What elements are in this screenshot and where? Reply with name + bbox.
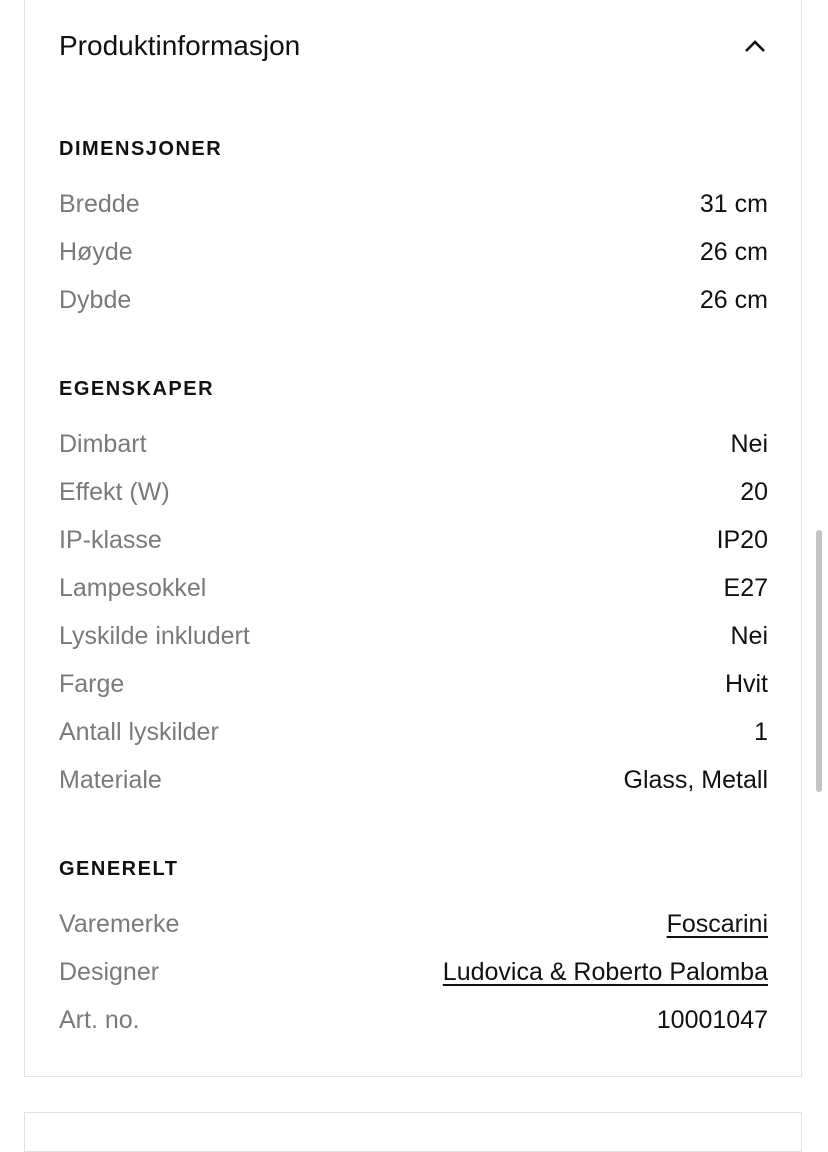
spec-row	[59, 516, 768, 564]
spec-label: Designer	[59, 958, 160, 986]
spec-value: Nei	[730, 622, 768, 650]
spec-label: Lyskilde inkludert	[59, 622, 250, 650]
spec-value: 31 cm	[699, 190, 768, 218]
spec-value: 10001047	[656, 1006, 768, 1034]
spec-value	[667, 900, 768, 948]
spec-row	[59, 756, 768, 804]
spec-label: Materiale	[59, 766, 162, 794]
spec-row	[59, 900, 768, 948]
spec-label: Høyde	[59, 238, 133, 266]
spec-row	[59, 228, 768, 276]
spec-row	[59, 468, 768, 516]
spec-label: Farge	[59, 670, 125, 698]
spec-value: 26 cm	[699, 286, 768, 314]
spec-row	[59, 564, 768, 612]
spec-row	[59, 276, 768, 324]
spec-label: Antall lyskilder	[59, 718, 219, 746]
spec-label: Dimbart	[59, 430, 147, 458]
spec-label: Effekt (W)	[59, 478, 170, 506]
spec-label: Lampesokkel	[59, 574, 207, 602]
spec-value: Glass, Metall	[623, 766, 768, 794]
spec-value: E27	[723, 574, 768, 602]
spec-label: Dybde	[59, 286, 132, 314]
spec-label: Art. no.	[59, 1006, 140, 1034]
spec-row	[59, 708, 768, 756]
value-link[interactable]: Ludovica & Roberto Palomba	[442, 958, 768, 986]
spec-row	[59, 660, 768, 708]
chevron-up-icon[interactable]	[743, 34, 767, 58]
spec-row	[59, 948, 768, 996]
spec-value: 26 cm	[699, 238, 768, 266]
spec-section	[59, 134, 768, 324]
section-title: EGENSKAPER	[59, 378, 215, 400]
spec-value: 1	[754, 718, 768, 746]
panel-title: Produktinformasjon	[59, 30, 301, 61]
spec-label: Bredde	[59, 190, 140, 218]
spec-value: 20	[740, 478, 768, 506]
scrollbar[interactable]	[816, 530, 822, 792]
spec-label: Varemerke	[59, 910, 180, 938]
spec-row	[59, 612, 768, 660]
spec-value	[443, 948, 768, 996]
product-info-panel	[24, 0, 802, 1077]
spec-value: Hvit	[724, 670, 768, 698]
section-title: DIMENSJONER	[59, 138, 223, 160]
spec-value: IP20	[716, 526, 768, 554]
spec-section	[59, 374, 768, 804]
spec-value: Nei	[730, 430, 768, 458]
panel-header[interactable]	[59, 24, 767, 68]
section-title: GENERELT	[59, 858, 179, 880]
spec-row	[59, 996, 768, 1044]
spec-row	[59, 180, 768, 228]
spec-row	[59, 420, 768, 468]
spec-label: IP-klasse	[59, 526, 162, 554]
spec-section	[59, 854, 768, 1044]
next-panel[interactable]	[24, 1112, 802, 1152]
value-link[interactable]: Foscarini	[666, 910, 768, 938]
